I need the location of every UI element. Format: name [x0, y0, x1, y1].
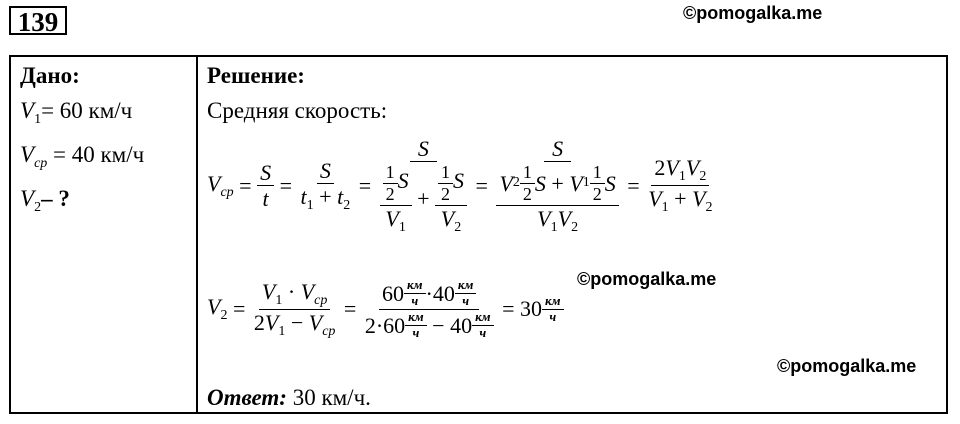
answer-value: 30 км/ч. — [292, 385, 371, 410]
given-v2-question: $V_2-$ ? — [20, 186, 70, 215]
given-v1: $V_1= 60$ км/ч — [20, 98, 133, 127]
answer-label: Ответ: — [207, 385, 287, 410]
solution-heading: Решение: — [207, 63, 305, 88]
formula-v2: $V_2$ = $\frac{V_1 \cdot V_{ср}}{2V_1 - V_{ср}}$ = 60 $\frac{км}{ч}$ · 40 $\frac{км}{ч}$ 2 · 60 $\frac{км}{ч}$ − 40 $\frac{км}{ч}$ = 30 $\frac{км}{ч}$ — [207, 278, 564, 341]
given-vcp: $V_{ср} = 40$ км/ч — [20, 142, 145, 171]
watermark-top: ©pomogalka.me — [683, 3, 823, 23]
column-divider — [196, 55, 198, 414]
given-heading: Дано: — [20, 63, 80, 88]
watermark-bottom: ©pomogalka.me — [777, 356, 917, 376]
answer-line — [207, 385, 371, 411]
formula-average-speed: $V_{ср}$ = $\frac{S}{t}$ = $\frac{S}{t_1 + t_2}$ = S $\frac{1}{2}$ S $V_1$ + $\frac{1}{2}$ S $V_2$ = S V 2 $\frac{1}{2}$ S + V 1 $\frac{1}{2}$ S $V_1V_2$ = $\frac{2V_1V_2}{V_1 + V_2}$ — [207, 136, 713, 235]
solution-intro: Средняя скорость: — [207, 98, 388, 123]
watermark-middle: ©pomogalka.me — [577, 269, 717, 289]
problem-number: 139 — [9, 6, 67, 35]
